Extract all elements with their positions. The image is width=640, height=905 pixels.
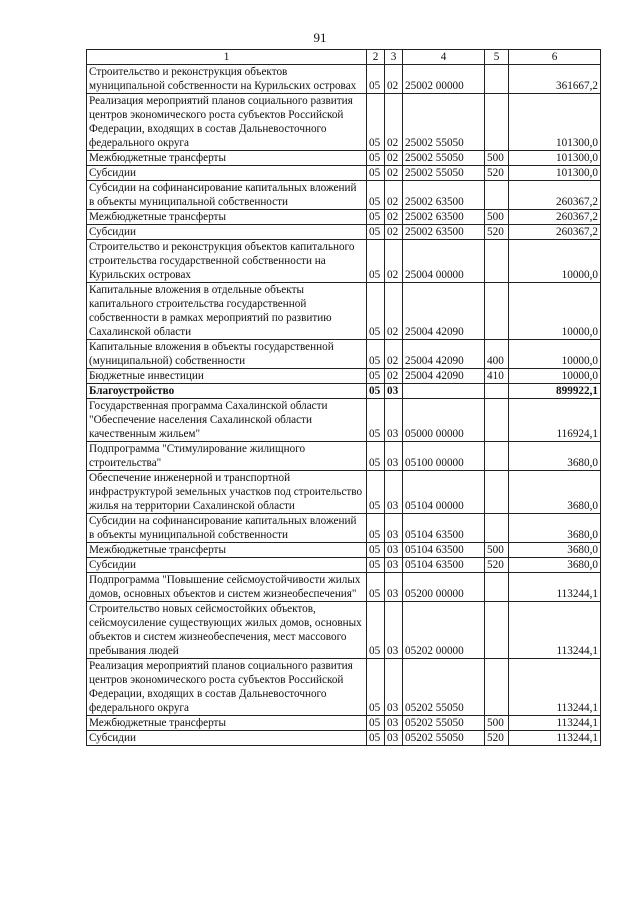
table-row — [87, 442, 601, 471]
subsection-code-cell: 03 — [385, 543, 403, 558]
subsection-code-cell: 03 — [385, 731, 403, 746]
section-code-cell: 05 — [367, 210, 385, 225]
amount-cell: 260367,2 — [509, 181, 601, 210]
table-row — [87, 210, 601, 225]
row-name-cell: Межбюджетные трансферты — [87, 151, 367, 166]
amount-cell: 113244,1 — [509, 602, 601, 659]
subsection-code-cell: 02 — [385, 283, 403, 340]
section-code-cell: 05 — [367, 471, 385, 514]
expense-type-cell — [485, 659, 509, 716]
target-article-cell: 05202 00000 — [403, 602, 485, 659]
expense-type-cell: 520 — [485, 225, 509, 240]
amount-cell: 101300,0 — [509, 166, 601, 181]
target-article-cell: 05104 00000 — [403, 471, 485, 514]
table-row — [87, 340, 601, 369]
target-article-cell: 25002 63500 — [403, 210, 485, 225]
expense-type-cell: 520 — [485, 558, 509, 573]
section-code-cell: 05 — [367, 731, 385, 746]
expense-type-cell — [485, 514, 509, 543]
subsection-code-cell: 03 — [385, 384, 403, 399]
row-name-cell: Государственная программа Сахалинской области "Обеспечение населения Сахалинской области качественным жильем" — [87, 399, 367, 442]
table-row — [87, 659, 601, 716]
section-code-cell: 05 — [367, 65, 385, 94]
amount-cell: 113244,1 — [509, 731, 601, 746]
table-row — [87, 181, 601, 210]
amount-cell: 101300,0 — [509, 151, 601, 166]
section-code-cell: 05 — [367, 514, 385, 543]
target-article-cell: 05200 00000 — [403, 573, 485, 602]
row-name-cell: Благоустройство — [87, 384, 367, 399]
section-code-cell: 05 — [367, 166, 385, 181]
expense-type-cell: 400 — [485, 340, 509, 369]
section-code-cell: 05 — [367, 384, 385, 399]
target-article-cell: 05202 55050 — [403, 659, 485, 716]
section-code-cell: 05 — [367, 94, 385, 151]
section-code-cell: 05 — [367, 399, 385, 442]
target-article-cell: 05104 63500 — [403, 514, 485, 543]
amount-cell: 3680,0 — [509, 558, 601, 573]
row-name-cell: Субсидии на софинансирование капитальных вложений в объекты муниципальной собственности — [87, 181, 367, 210]
target-article-cell: 25004 42090 — [403, 340, 485, 369]
subsection-code-cell: 02 — [385, 94, 403, 151]
expense-type-cell — [485, 181, 509, 210]
section-code-cell: 05 — [367, 340, 385, 369]
subsection-code-cell: 02 — [385, 240, 403, 283]
subsection-code-cell: 02 — [385, 151, 403, 166]
amount-cell: 10000,0 — [509, 340, 601, 369]
table-row — [87, 716, 601, 731]
section-code-cell: 05 — [367, 602, 385, 659]
expense-type-cell — [485, 94, 509, 151]
expense-type-cell — [485, 399, 509, 442]
subsection-code-cell: 02 — [385, 210, 403, 225]
row-name-cell: Реализация мероприятий планов социального развития центров экономического роста субъектов Российской Федерации, входящих в состав Дальневосточного федерального округа — [87, 94, 367, 151]
row-name-cell: Межбюджетные трансферты — [87, 716, 367, 731]
row-name-cell: Межбюджетные трансферты — [87, 543, 367, 558]
target-article-cell: 25002 55050 — [403, 94, 485, 151]
column-header: 1 — [87, 50, 367, 65]
target-article-cell: 25004 42090 — [403, 369, 485, 384]
row-name-cell: Строительство и реконструкция объектов муниципальной собственности на Курильских островах — [87, 65, 367, 94]
header-row — [87, 50, 601, 65]
page-number: 91 — [313, 30, 327, 45]
row-name-cell: Строительство и реконструкция объектов капитального строительства государственной собственности на Курильских островах — [87, 240, 367, 283]
column-header: 6 — [509, 50, 601, 65]
subsection-code-cell: 02 — [385, 181, 403, 210]
amount-cell: 116924,1 — [509, 399, 601, 442]
amount-cell: 10000,0 — [509, 240, 601, 283]
expense-type-cell: 520 — [485, 731, 509, 746]
amount-cell: 3680,0 — [509, 471, 601, 514]
table-row — [87, 283, 601, 340]
expense-type-cell: 410 — [485, 369, 509, 384]
column-header: 5 — [485, 50, 509, 65]
subsection-code-cell: 03 — [385, 558, 403, 573]
subsection-code-cell: 02 — [385, 166, 403, 181]
amount-cell: 3680,0 — [509, 442, 601, 471]
section-code-cell: 05 — [367, 151, 385, 166]
target-article-cell: 25004 42090 — [403, 283, 485, 340]
section-code-cell: 05 — [367, 240, 385, 283]
row-name-cell: Реализация мероприятий планов социального развития центров экономического роста субъектов Российской Федерации, входящих в состав Дальневосточного федерального округа — [87, 659, 367, 716]
row-name-cell: Межбюджетные трансферты — [87, 210, 367, 225]
table-row — [87, 384, 601, 399]
expense-type-cell: 500 — [485, 543, 509, 558]
subsection-code-cell: 03 — [385, 573, 403, 602]
subsection-code-cell: 02 — [385, 65, 403, 94]
table-row — [87, 166, 601, 181]
amount-cell: 113244,1 — [509, 716, 601, 731]
amount-cell: 10000,0 — [509, 283, 601, 340]
table-row — [87, 399, 601, 442]
target-article-cell: 05104 63500 — [403, 558, 485, 573]
subsection-code-cell: 03 — [385, 659, 403, 716]
expense-type-cell — [485, 240, 509, 283]
table-row — [87, 543, 601, 558]
target-article-cell — [403, 384, 485, 399]
subsection-code-cell: 03 — [385, 716, 403, 731]
amount-cell: 10000,0 — [509, 369, 601, 384]
section-code-cell: 05 — [367, 659, 385, 716]
column-header: 4 — [403, 50, 485, 65]
table-row — [87, 471, 601, 514]
expense-type-cell — [485, 442, 509, 471]
row-name-cell: Строительство новых сейсмостойких объектов, сейсмоусиление существующих жилых домов, основных объектов и систем жизнеобеспечения, мест массового пребывания людей — [87, 602, 367, 659]
expense-type-cell — [485, 384, 509, 399]
row-name-cell: Субсидии на софинансирование капитальных вложений в объекты муниципальной собственности — [87, 514, 367, 543]
expense-type-cell — [485, 65, 509, 94]
row-name-cell: Капитальные вложения в объекты государственной (муниципальной) собственности — [87, 340, 367, 369]
amount-cell: 899922,1 — [509, 384, 601, 399]
column-header: 2 — [367, 50, 385, 65]
table-row — [87, 94, 601, 151]
section-code-cell: 05 — [367, 442, 385, 471]
column-header: 3 — [385, 50, 403, 65]
table-row — [87, 151, 601, 166]
section-code-cell: 05 — [367, 716, 385, 731]
expense-type-cell: 500 — [485, 210, 509, 225]
table-row — [87, 558, 601, 573]
row-name-cell: Капитальные вложения в отдельные объекты капитального строительства государственной собственности в рамках мероприятий по развитию Сахалинской области — [87, 283, 367, 340]
expense-type-cell — [485, 602, 509, 659]
table-row — [87, 369, 601, 384]
table-row — [87, 573, 601, 602]
amount-cell: 3680,0 — [509, 543, 601, 558]
row-name-cell: Бюджетные инвестиции — [87, 369, 367, 384]
target-article-cell: 05104 63500 — [403, 543, 485, 558]
section-code-cell: 05 — [367, 181, 385, 210]
expense-type-cell: 500 — [485, 151, 509, 166]
table-row — [87, 731, 601, 746]
section-code-cell: 05 — [367, 573, 385, 602]
section-code-cell: 05 — [367, 283, 385, 340]
row-name-cell: Обеспечение инженерной и транспортной инфраструктурой земельных участков под строительство жилья на территории Сахалинской области — [87, 471, 367, 514]
row-name-cell: Субсидии — [87, 225, 367, 240]
row-name-cell: Субсидии — [87, 166, 367, 181]
table-row — [87, 65, 601, 94]
target-article-cell: 25002 55050 — [403, 151, 485, 166]
target-article-cell: 25002 00000 — [403, 65, 485, 94]
table-row — [87, 240, 601, 283]
expense-type-cell: 520 — [485, 166, 509, 181]
expense-type-cell — [485, 471, 509, 514]
table-row — [87, 225, 601, 240]
row-name-cell: Субсидии — [87, 731, 367, 746]
subsection-code-cell: 02 — [385, 340, 403, 369]
target-article-cell: 05202 55050 — [403, 716, 485, 731]
subsection-code-cell: 03 — [385, 602, 403, 659]
subsection-code-cell: 02 — [385, 225, 403, 240]
subsection-code-cell: 03 — [385, 514, 403, 543]
table-row — [87, 514, 601, 543]
amount-cell: 101300,0 — [509, 94, 601, 151]
table-row — [87, 602, 601, 659]
row-name-cell: Подпрограмма "Стимулирование жилищного строительства" — [87, 442, 367, 471]
target-article-cell: 25002 63500 — [403, 225, 485, 240]
row-name-cell: Субсидии — [87, 558, 367, 573]
amount-cell: 260367,2 — [509, 225, 601, 240]
expense-type-cell — [485, 283, 509, 340]
subsection-code-cell: 03 — [385, 442, 403, 471]
section-code-cell: 05 — [367, 369, 385, 384]
amount-cell: 113244,1 — [509, 659, 601, 716]
section-code-cell: 05 — [367, 558, 385, 573]
subsection-code-cell: 03 — [385, 471, 403, 514]
expense-type-cell: 500 — [485, 716, 509, 731]
amount-cell: 260367,2 — [509, 210, 601, 225]
target-article-cell: 05202 55050 — [403, 731, 485, 746]
target-article-cell: 25004 00000 — [403, 240, 485, 283]
section-code-cell: 05 — [367, 543, 385, 558]
target-article-cell: 05000 00000 — [403, 399, 485, 442]
target-article-cell: 05100 00000 — [403, 442, 485, 471]
expense-type-cell — [485, 573, 509, 602]
row-name-cell: Подпрограмма "Повышение сейсмоустойчивости жилых домов, основных объектов и систем жизнеобеспечения" — [87, 573, 367, 602]
amount-cell: 113244,1 — [509, 573, 601, 602]
table-body — [87, 65, 601, 746]
section-code-cell: 05 — [367, 225, 385, 240]
subsection-code-cell: 02 — [385, 369, 403, 384]
target-article-cell: 25002 55050 — [403, 166, 485, 181]
target-article-cell: 25002 63500 — [403, 181, 485, 210]
amount-cell: 361667,2 — [509, 65, 601, 94]
budget-table — [86, 49, 601, 746]
amount-cell: 3680,0 — [509, 514, 601, 543]
subsection-code-cell: 03 — [385, 399, 403, 442]
